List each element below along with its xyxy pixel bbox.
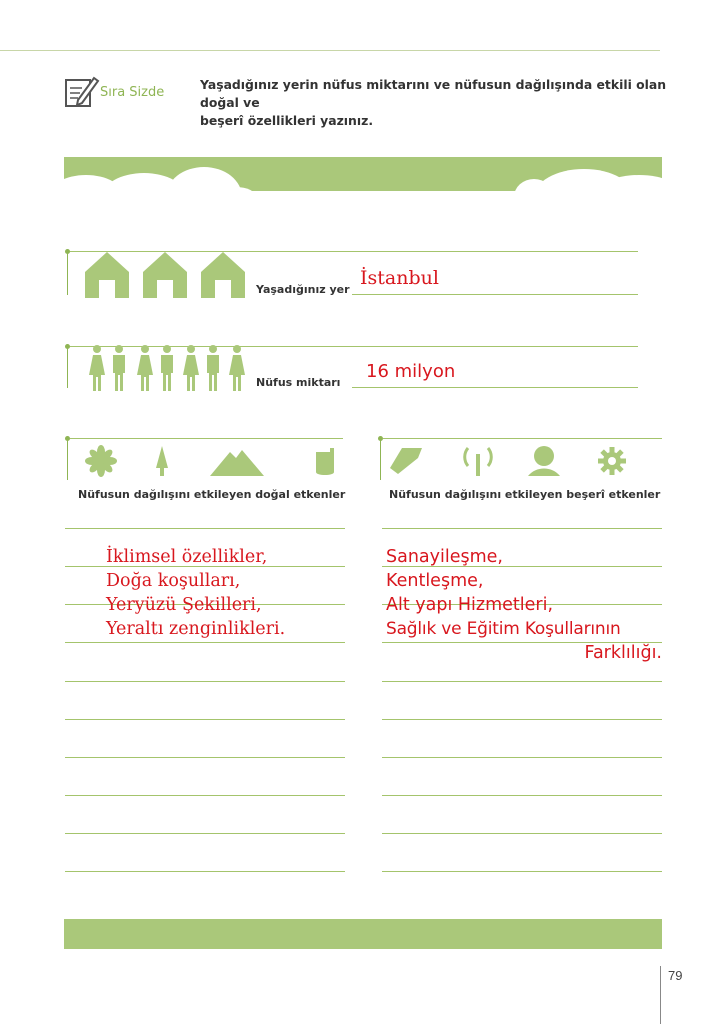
gear-wrench-icon <box>598 447 626 475</box>
writing-line <box>65 871 345 872</box>
writing-line <box>65 795 345 796</box>
human-answers <box>386 545 662 665</box>
antenna-icon <box>465 448 492 476</box>
writing-line <box>382 833 662 834</box>
writing-line <box>65 528 345 529</box>
writing-line <box>382 528 662 529</box>
natural-answer-line: İklimsel özellikler, <box>106 547 268 567</box>
writing-line <box>382 719 662 720</box>
population-answer-line <box>352 387 638 388</box>
houses-icon <box>85 252 245 298</box>
human-answer-line: Alt yapı Hizmetleri, <box>386 595 554 615</box>
cloud-banner <box>64 157 662 197</box>
task-line-1: Yaşadığınız yerin nüfus miktarını ve nüfusun dağılışında etkili olan doğal ve <box>200 77 667 110</box>
natural-answers <box>106 545 285 641</box>
place-answer: İstanbul <box>360 267 439 289</box>
section-bracket <box>67 440 68 480</box>
badge-label: Sıra Sizde <box>100 85 165 100</box>
writing-line <box>65 833 345 834</box>
flower-icon <box>85 445 117 477</box>
natural-answer-line: Yeryüzü Şekilleri, <box>106 595 262 615</box>
human-top-rule <box>383 438 662 439</box>
place-label: Yaşadığınız yer <box>256 283 350 296</box>
farm-field-icon <box>528 446 560 476</box>
human-answer-line: Sanayileşme, <box>386 547 503 567</box>
natural-icons-row <box>84 444 344 478</box>
population-answer: 16 milyon <box>366 361 456 382</box>
tree-icon <box>156 446 168 476</box>
writing-line <box>65 719 345 720</box>
writing-line <box>65 757 345 758</box>
human-answer-line: Farklılığı. <box>584 643 662 663</box>
page-number-rule <box>660 966 661 1024</box>
people-icon <box>86 345 252 393</box>
writing-line <box>382 757 662 758</box>
top-rule <box>0 50 660 51</box>
writing-line <box>382 795 662 796</box>
pencil-notebook-icon <box>64 72 100 110</box>
writing-line <box>65 642 345 643</box>
page-number: 79 <box>668 968 683 983</box>
writing-line <box>382 871 662 872</box>
writing-line <box>65 681 345 682</box>
road-icon <box>390 448 422 474</box>
section-bracket <box>380 440 381 480</box>
human-icons-row <box>388 444 648 478</box>
natural-top-rule <box>70 438 343 439</box>
task-line-2: beşerî özellikleri yazınız. <box>200 113 374 128</box>
section-bracket <box>67 348 68 388</box>
task-text <box>200 76 670 130</box>
writing-line <box>382 681 662 682</box>
human-answer-line: Kentleşme, <box>386 571 484 591</box>
water-tap-icon <box>316 448 334 475</box>
human-answer-line: Sağlık ve Eğitim Koşullarının <box>386 619 621 639</box>
natural-answer-line: Yeraltı zenginlikleri. <box>106 619 286 639</box>
natural-heading: Nüfusun dağılışını etkileyen doğal etkenler <box>78 488 346 501</box>
human-heading: Nüfusun dağılışını etkileyen beşerî etkenler <box>389 488 661 501</box>
natural-answer-line: Doğa koşulları, <box>106 571 241 591</box>
mountain-icon <box>210 450 264 476</box>
bottom-banner <box>64 919 662 949</box>
section-bracket <box>67 253 68 295</box>
place-answer-line <box>352 294 638 295</box>
population-label: Nüfus miktarı <box>256 376 341 389</box>
